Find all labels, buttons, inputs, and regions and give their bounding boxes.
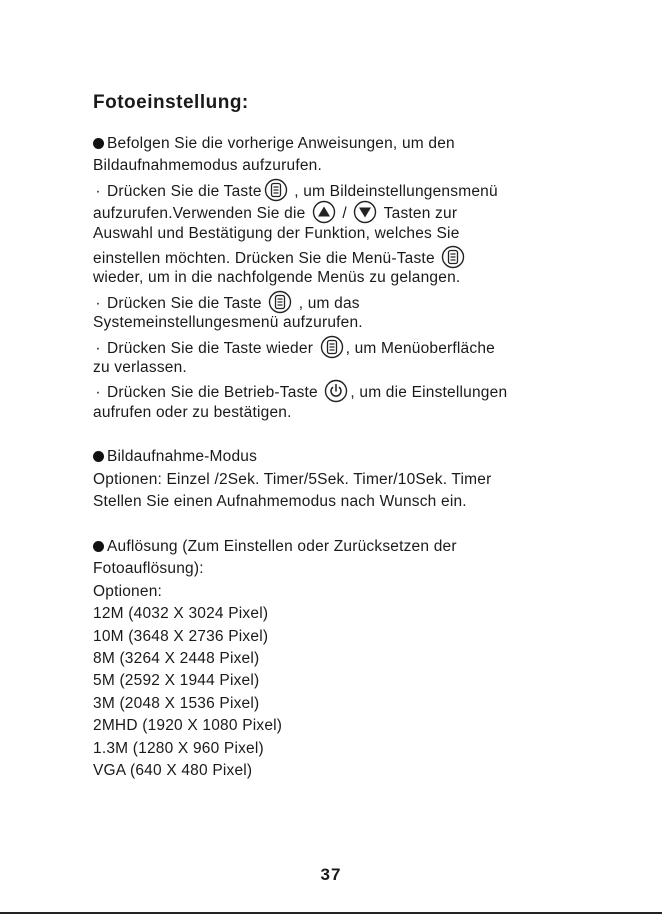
section1-line1: Befolgen Sie die vorherige Anweisungen, um den bbox=[93, 133, 653, 155]
section3-heading: Auflösung (Zum Einstellen oder Zurücksetzen der bbox=[93, 536, 653, 558]
page-title: Fotoeinstellung: bbox=[93, 92, 249, 113]
sub-bullet: · bbox=[95, 182, 101, 200]
bullet-power-line2: aufrufen oder zu bestätigen. bbox=[93, 403, 292, 421]
sub-bullet: · bbox=[95, 294, 101, 312]
resolution-option: 12M (4032 X 3024 Pixel) bbox=[93, 605, 269, 623]
resolution-option: 10M (3648 X 2736 Pixel) bbox=[93, 627, 269, 645]
bullet-system-line2: Systemeinstellungesmenü aufzurufen. bbox=[93, 314, 363, 332]
menu-button-icon bbox=[320, 335, 344, 359]
bullet-system-line: · Drücken Sie die Taste , um das bbox=[93, 290, 653, 312]
bullet-menu-line5: wieder, um in die nachfolgende Menüs zu gelangen. bbox=[93, 269, 461, 287]
menu-button-icon bbox=[268, 290, 292, 314]
menu-button-icon bbox=[441, 245, 465, 269]
up-arrow-button-icon bbox=[312, 200, 336, 224]
section1-line2: Bildaufnahmemodus aufzurufen. bbox=[93, 157, 322, 175]
sub-bullet: · bbox=[95, 384, 101, 402]
bullet-menu-line2: aufzurufen.Verwenden Sie die / Tasten zur bbox=[93, 200, 653, 222]
spacer bbox=[93, 424, 653, 446]
bullet-menu-line3: Auswahl und Bestätigung der Funktion, welches Sie bbox=[93, 224, 460, 242]
resolution-option: VGA (640 X 480 Pixel) bbox=[93, 761, 253, 779]
down-arrow-button-icon bbox=[353, 200, 377, 224]
section2-heading: Bildaufnahme-Modus bbox=[93, 446, 653, 468]
options-label: Optionen: bbox=[93, 582, 163, 600]
bullet-dot-icon bbox=[93, 541, 104, 552]
resolution-option: 1.3M (1280 X 960 Pixel) bbox=[93, 739, 264, 757]
spacer bbox=[93, 514, 653, 536]
resolution-option: 5M (2592 X 1944 Pixel) bbox=[93, 672, 260, 690]
bullet-dot-icon bbox=[93, 451, 104, 462]
page-number: 37 bbox=[320, 865, 342, 884]
section3-heading2: Fotoauflösung): bbox=[93, 560, 204, 578]
menu-button-icon bbox=[264, 178, 288, 202]
sub-bullet: · bbox=[95, 339, 101, 357]
bullet-exit-line: · Drücken Sie die Taste wieder , um Menüoberfläche bbox=[93, 335, 653, 357]
bullet-dot-icon bbox=[93, 138, 104, 149]
bullet-exit-line2: zu verlassen. bbox=[93, 358, 187, 376]
bullet-menu-line4: einstellen möchten. Drücken Sie die Menü-Taste bbox=[93, 245, 653, 267]
section2-line2: Stellen Sie einen Aufnahmemodus nach Wunsch ein. bbox=[93, 493, 467, 511]
resolution-option: 8M (3264 X 2448 Pixel) bbox=[93, 649, 260, 667]
resolution-option: 2MHD (1920 X 1080 Pixel) bbox=[93, 717, 283, 735]
page-body bbox=[93, 133, 653, 782]
bullet-power-line: · Drücken Sie die Betrieb-Taste , um die Einstellungen bbox=[93, 379, 653, 401]
section2-line1: Optionen: Einzel /2Sek. Timer/5Sek. Timer/10Sek. Timer bbox=[93, 470, 492, 488]
bullet-menu-line: · Drücken Sie die Taste , um Bildeinstellungensmenü bbox=[93, 178, 653, 200]
power-button-icon bbox=[324, 379, 348, 403]
resolution-option: 3M (2048 X 1536 Pixel) bbox=[93, 694, 260, 712]
